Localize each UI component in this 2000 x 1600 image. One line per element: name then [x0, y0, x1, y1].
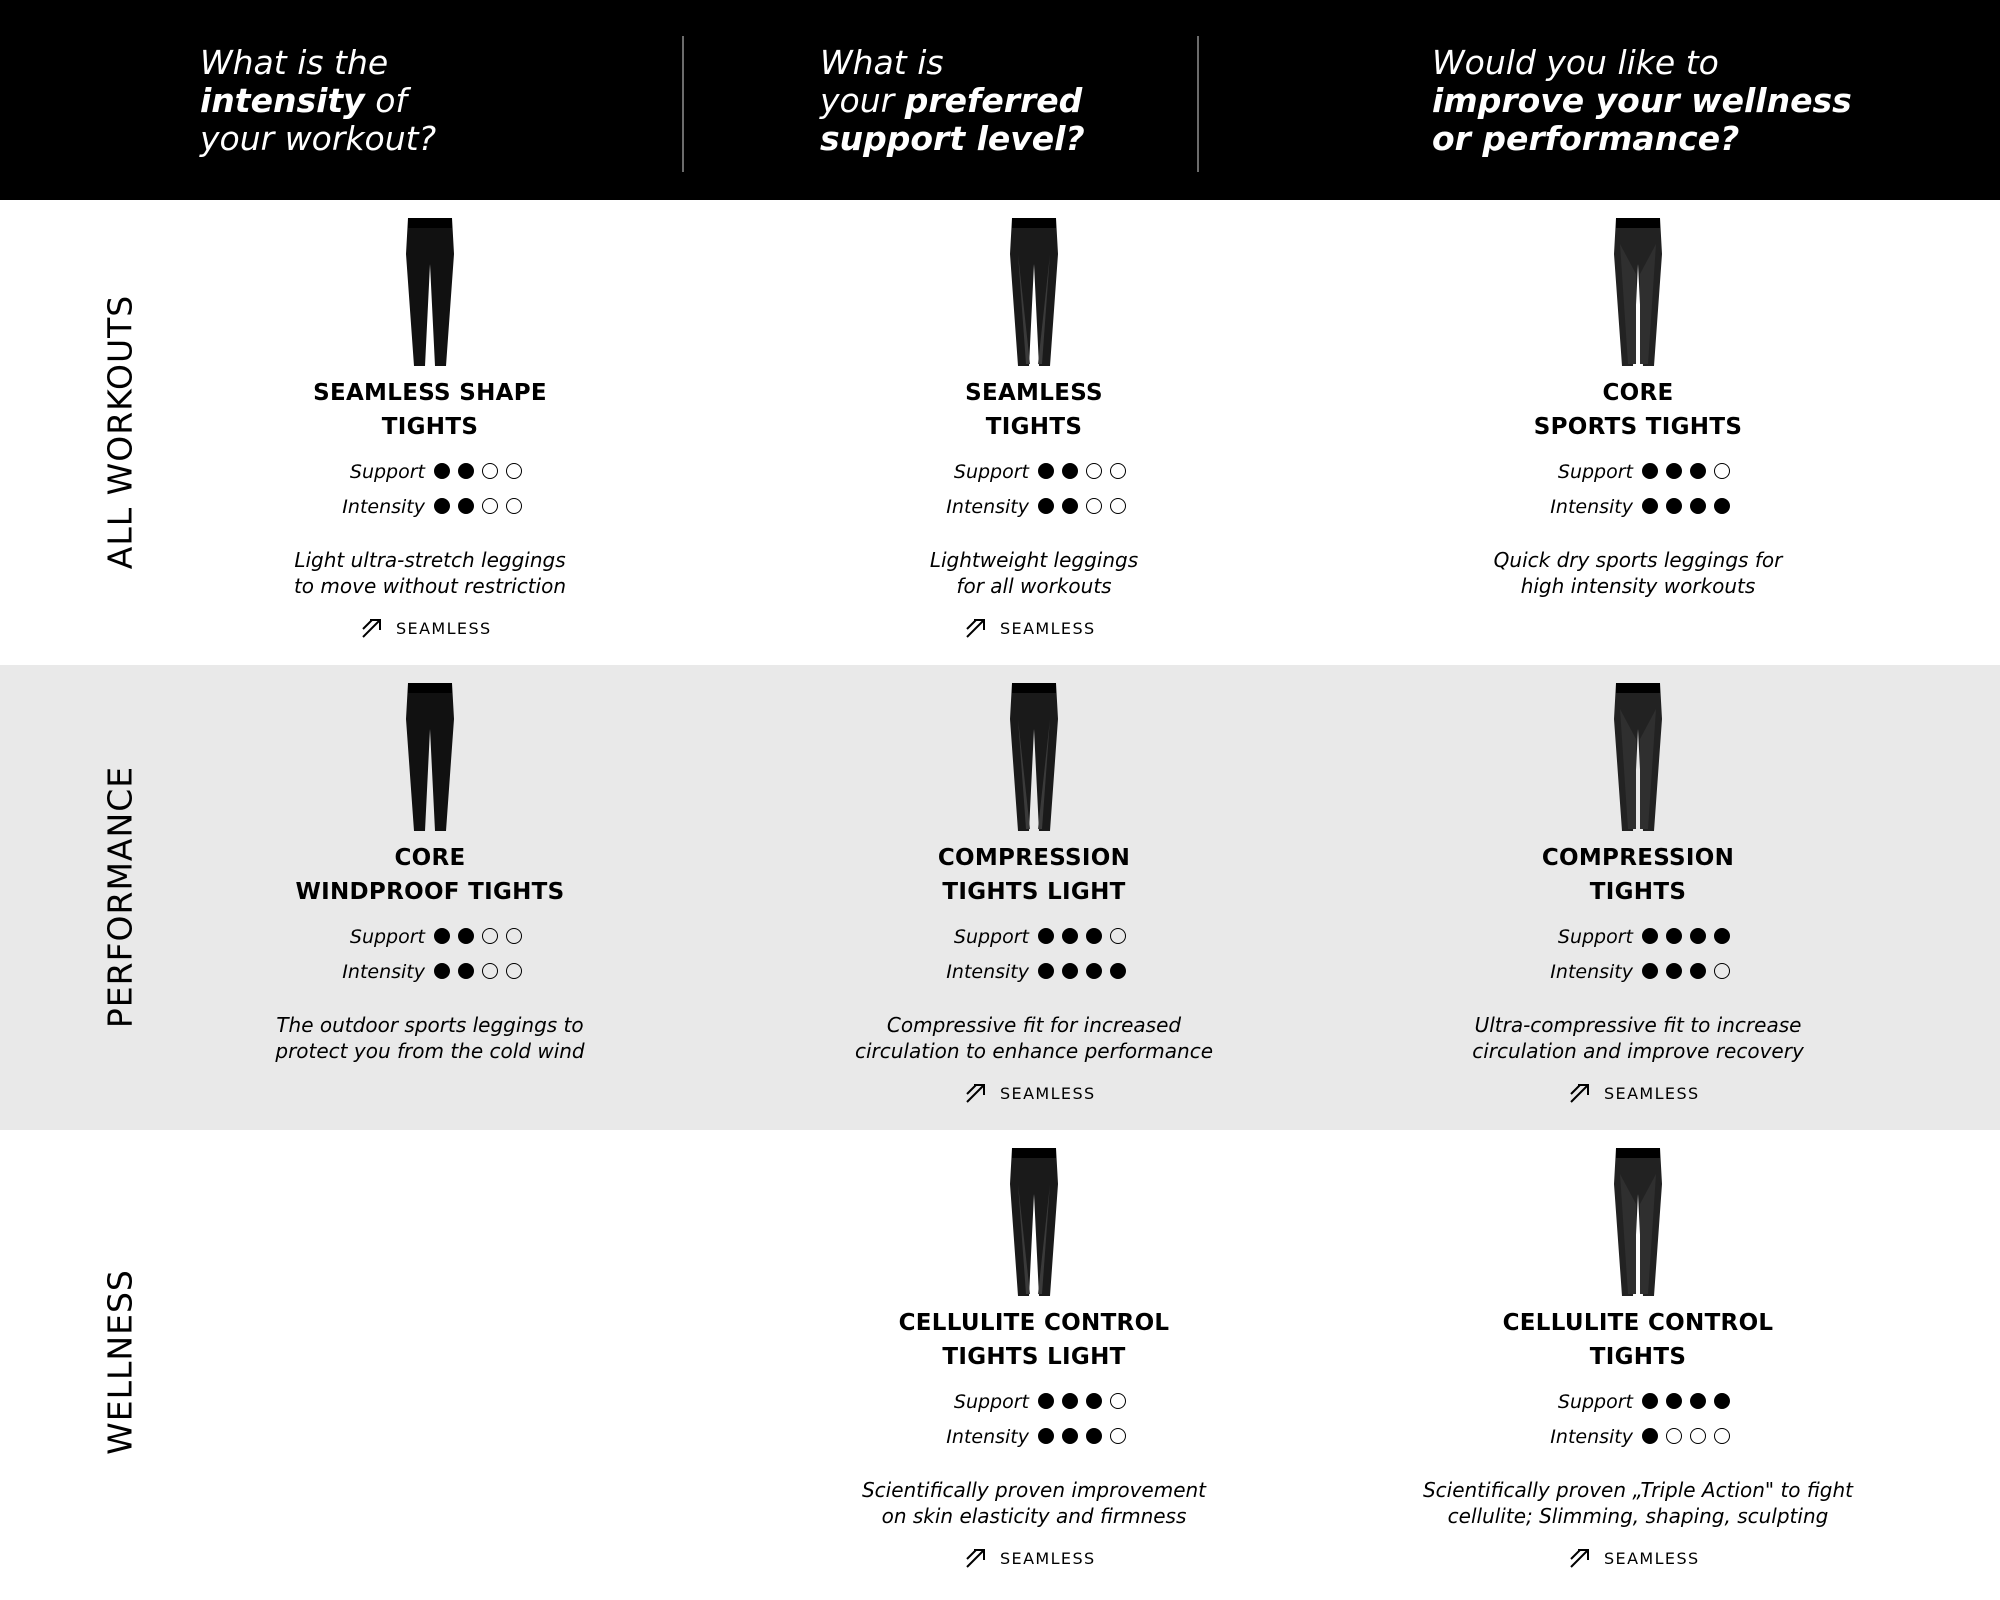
tights-image — [402, 214, 458, 370]
rating-dot — [1714, 928, 1730, 944]
product-card[interactable] — [754, 1130, 1314, 1595]
rating-dot — [1666, 1428, 1682, 1444]
product-card[interactable] — [1358, 665, 1918, 1130]
intensity-rating — [1543, 495, 1783, 519]
rating-dot — [1690, 463, 1706, 479]
rating-dot — [482, 963, 498, 979]
intensity-rating — [335, 960, 575, 984]
intensity-label: Intensity — [1550, 496, 1633, 518]
rating-dot — [1038, 1428, 1054, 1444]
rating-dot — [1642, 1393, 1658, 1409]
seamless-tag: SEAMLESS — [1568, 1081, 1718, 1105]
rating-dot — [1062, 463, 1078, 479]
seamless-arrow-icon — [964, 1081, 990, 1105]
product-card[interactable] — [754, 200, 1314, 665]
support-rating — [1543, 1390, 1783, 1414]
rating-dot — [1062, 1393, 1078, 1409]
rating-dot — [1038, 463, 1054, 479]
category-label: PERFORMANCE — [100, 765, 140, 1029]
rating-dot — [1086, 1428, 1102, 1444]
support-rating — [939, 925, 1179, 949]
seamless-tag: SEAMLESS — [964, 1546, 1114, 1570]
intensity-label: Intensity — [946, 1426, 1029, 1448]
header-divider — [1197, 36, 1199, 172]
support-rating — [939, 1390, 1179, 1414]
seamless-tag: SEAMLESS — [964, 616, 1114, 640]
tights-image — [1610, 1144, 1666, 1300]
rating-dot — [1086, 463, 1102, 479]
intensity-rating — [335, 495, 575, 519]
rating-dot — [434, 963, 450, 979]
tights-image — [1610, 679, 1666, 835]
rating-dot — [1038, 928, 1054, 944]
rating-dot — [1062, 928, 1078, 944]
product-description: Light ultra-stretch leggings to move without restriction — [293, 548, 567, 598]
category-row — [0, 200, 2000, 665]
intensity-label: Intensity — [342, 496, 425, 518]
rating-dot — [506, 463, 522, 479]
product-name: CELLULITE CONTROL TIGHTS — [1502, 1310, 1774, 1370]
rating-dot — [1714, 1393, 1730, 1409]
product-name: SEAMLESS TIGHTS — [965, 380, 1103, 440]
rating-dot — [1642, 1428, 1658, 1444]
intensity-rating — [1543, 1425, 1783, 1449]
seamless-tag: SEAMLESS — [1568, 1546, 1718, 1570]
intensity-rating — [939, 1425, 1179, 1449]
rating-dot — [434, 928, 450, 944]
rating-dot — [1110, 963, 1126, 979]
support-label: Support — [1557, 461, 1633, 483]
seamless-arrow-icon — [1568, 1081, 1594, 1105]
rating-dot — [1690, 963, 1706, 979]
intensity-label: Intensity — [342, 961, 425, 983]
rating-dot — [506, 963, 522, 979]
rating-dot — [1642, 928, 1658, 944]
product-description: Quick dry sports leggings for high intensity workouts — [1493, 548, 1783, 598]
seamless-arrow-icon — [964, 1546, 990, 1570]
rating-dot — [1714, 1428, 1730, 1444]
tights-image — [1006, 1144, 1062, 1300]
intensity-rating — [939, 960, 1179, 984]
product-description: Scientifically proven „Triple Action" to fight cellulite; Slimming, shaping, sculpting — [1422, 1478, 1854, 1528]
intensity-label: Intensity — [1550, 1426, 1633, 1448]
support-question: What is your preferred support level? — [820, 43, 1085, 158]
support-rating — [335, 460, 575, 484]
support-label: Support — [1557, 1391, 1633, 1413]
rating-dot — [458, 963, 474, 979]
rating-dot — [1086, 928, 1102, 944]
rating-dot — [1666, 1393, 1682, 1409]
product-name: SEAMLESS SHAPE TIGHTS — [313, 380, 547, 440]
rating-dot — [482, 463, 498, 479]
rating-dot — [458, 463, 474, 479]
product-card[interactable] — [150, 200, 710, 665]
rating-dot — [1062, 1428, 1078, 1444]
rating-dot — [458, 498, 474, 514]
seamless-arrow-icon — [964, 616, 990, 640]
rating-dot — [1642, 463, 1658, 479]
product-name: CELLULITE CONTROL TIGHTS LIGHT — [898, 1310, 1170, 1370]
support-rating — [1543, 925, 1783, 949]
support-label: Support — [349, 461, 425, 483]
rating-dot — [1062, 963, 1078, 979]
rating-dot — [1110, 928, 1126, 944]
rating-dot — [1690, 928, 1706, 944]
rating-dot — [1714, 463, 1730, 479]
rating-dot — [482, 498, 498, 514]
rating-dot — [434, 498, 450, 514]
category-label: WELLNESS — [100, 1269, 140, 1455]
product-description: Scientifically proven improvement on skin elasticity and firmness — [861, 1478, 1207, 1528]
support-label: Support — [953, 1391, 1029, 1413]
category-label: ALL WORKOUTS — [100, 294, 140, 570]
rating-dot — [1110, 463, 1126, 479]
tights-image — [402, 679, 458, 835]
rating-dot — [1690, 1393, 1706, 1409]
support-rating — [335, 925, 575, 949]
rating-dot — [506, 928, 522, 944]
product-description: Ultra-compressive fit to increase circulation and improve recovery — [1472, 1013, 1804, 1063]
intensity-label: Intensity — [946, 961, 1029, 983]
rating-dot — [1110, 498, 1126, 514]
tights-image — [1006, 679, 1062, 835]
product-card[interactable] — [1358, 200, 1918, 665]
rating-dot — [1714, 498, 1730, 514]
intensity-label: Intensity — [1550, 961, 1633, 983]
category-row — [0, 665, 2000, 1130]
rating-dot — [434, 463, 450, 479]
rating-dot — [1666, 928, 1682, 944]
header-divider — [682, 36, 684, 172]
goal-question: Would you like to improve your wellness or performance? — [1432, 43, 1852, 158]
rating-dot — [1666, 498, 1682, 514]
tights-image — [1006, 214, 1062, 370]
seamless-tag: SEAMLESS — [964, 1081, 1114, 1105]
rating-dot — [1690, 498, 1706, 514]
product-card[interactable] — [754, 665, 1314, 1130]
product-card[interactable] — [1358, 1130, 1918, 1595]
product-name: CORE WINDPROOF TIGHTS — [295, 845, 565, 905]
product-description: Compressive fit for increased circulation to enhance performance — [854, 1013, 1214, 1063]
seamless-tag: SEAMLESS — [360, 616, 510, 640]
support-rating — [1543, 460, 1783, 484]
rating-dot — [1038, 498, 1054, 514]
header-bar — [0, 0, 2000, 200]
rating-dot — [482, 928, 498, 944]
intensity-rating — [1543, 960, 1783, 984]
rating-dot — [1642, 963, 1658, 979]
product-name: COMPRESSION TIGHTS — [1541, 845, 1735, 905]
support-rating — [939, 460, 1179, 484]
rating-dot — [1110, 1393, 1126, 1409]
intensity-question: What is the intensity of your workout? — [200, 43, 437, 158]
rating-dot — [458, 928, 474, 944]
intensity-label: Intensity — [946, 496, 1029, 518]
product-name: COMPRESSION TIGHTS LIGHT — [937, 845, 1131, 905]
rating-dot — [1062, 498, 1078, 514]
rating-dot — [1666, 963, 1682, 979]
seamless-arrow-icon — [1568, 1546, 1594, 1570]
support-label: Support — [349, 926, 425, 948]
product-card[interactable] — [150, 665, 710, 1130]
rating-dot — [1690, 1428, 1706, 1444]
rating-dot — [1110, 1428, 1126, 1444]
product-description: Lightweight leggings for all workouts — [929, 548, 1139, 598]
category-row — [0, 1130, 2000, 1600]
rating-dot — [1086, 1393, 1102, 1409]
rating-dot — [1086, 963, 1102, 979]
support-label: Support — [1557, 926, 1633, 948]
product-name: CORE SPORTS TIGHTS — [1533, 380, 1743, 440]
tights-image — [1610, 214, 1666, 370]
support-label: Support — [953, 926, 1029, 948]
rating-dot — [1642, 498, 1658, 514]
rating-dot — [1086, 498, 1102, 514]
rating-dot — [1038, 1393, 1054, 1409]
intensity-rating — [939, 495, 1179, 519]
seamless-arrow-icon — [360, 616, 386, 640]
support-label: Support — [953, 461, 1029, 483]
rating-dot — [1666, 463, 1682, 479]
rating-dot — [1038, 963, 1054, 979]
rating-dot — [1714, 963, 1730, 979]
rating-dot — [506, 498, 522, 514]
product-description: The outdoor sports leggings to protect you from the cold wind — [275, 1013, 585, 1063]
